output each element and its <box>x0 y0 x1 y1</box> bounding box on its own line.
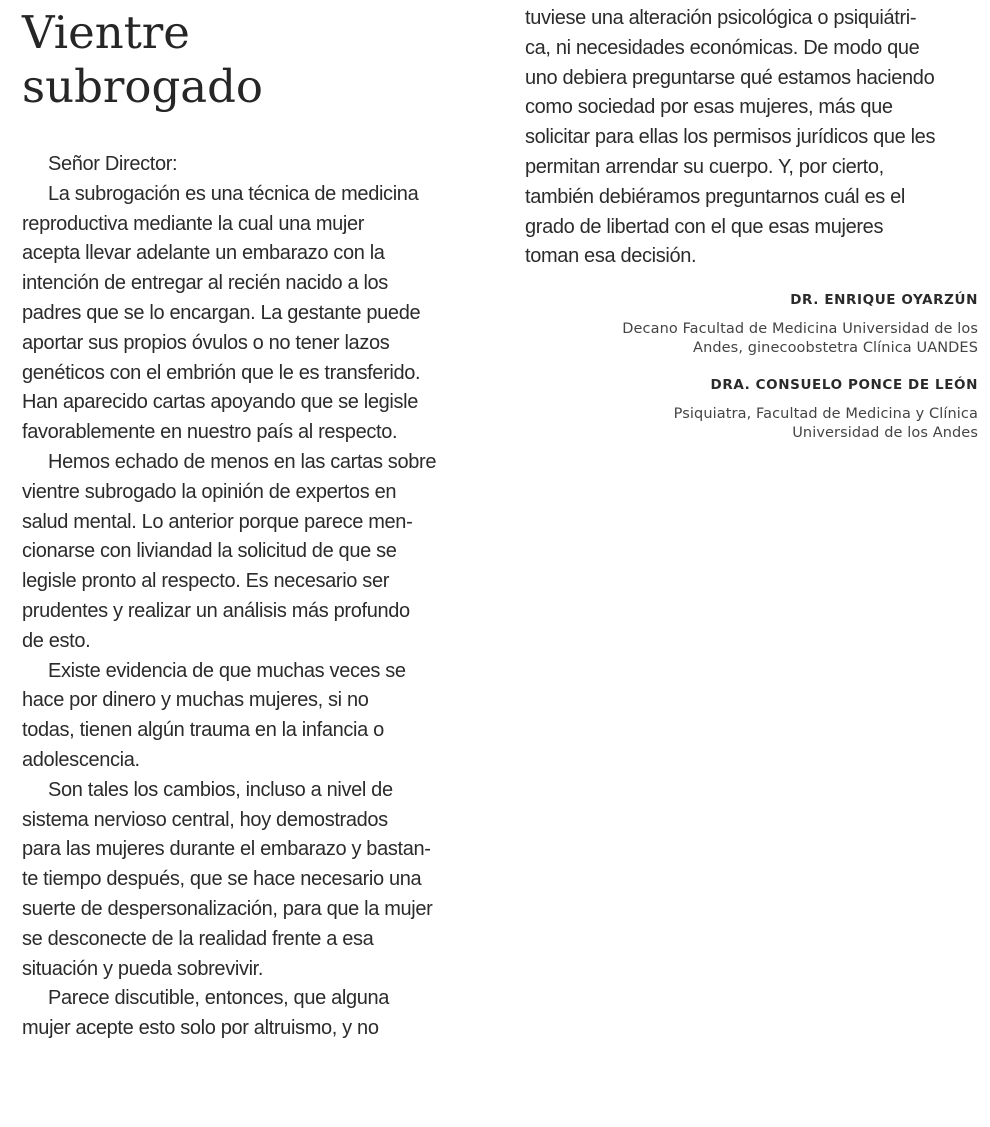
affiliation-line: Universidad de los Andes <box>792 425 978 441</box>
title-line-1: Vientre <box>22 6 190 59</box>
letter-title <box>22 6 462 114</box>
body-text-line: vientre subrogado la opinión de expertos en <box>22 480 397 503</box>
body-text-line: hace por dinero y muchas mujeres, si no <box>22 689 369 712</box>
body-text-line: La subrogación es una técnica de medicina <box>48 182 419 205</box>
body-text-line: acepta llevar adelante un embarazo con la <box>22 242 385 265</box>
body-text-line: Han aparecido cartas apoyando que se legisle <box>22 391 418 414</box>
body-text-line: para las mujeres durante el embarazo y bastan- <box>22 838 431 861</box>
body-text-line: favorablemente en nuestro país al respecto. <box>22 421 398 444</box>
body-text-line: suerte de despersonalización, para que la mujer <box>22 897 433 920</box>
body-text-line: reproductiva mediante la cual una mujer <box>22 212 365 235</box>
body-text-line: te tiempo después, que se hace necesario una <box>22 868 422 891</box>
salutation: Señor Director: <box>48 153 178 175</box>
signature-affiliation-1 <box>518 320 978 358</box>
body-text-line: Hemos echado de menos en las cartas sobre <box>48 450 437 473</box>
body-text-line: salud mental. Lo anterior porque parece men- <box>22 510 413 533</box>
body-text-line: prudentes y realizar un análisis más profundo <box>22 599 410 622</box>
affiliation-line: Decano Facultad de Medicina Universidad de los <box>622 321 978 337</box>
letter-body-left-column <box>22 150 472 1044</box>
body-text-line: genéticos con el embrión que le es transferido. <box>22 361 421 384</box>
body-text-line: situación y pueda sobrevivir. <box>22 957 264 980</box>
body-text-line: aportar sus propios óvulos o no tener lazos <box>22 331 390 354</box>
body-text-line: se desconecte de la realidad frente a esa <box>22 927 374 950</box>
signature-name-1: DR. ENRIQUE OYARZÚN <box>790 292 978 308</box>
body-text-line: toman esa decisión. <box>525 245 697 268</box>
body-text-line: grado de libertad con el que esas mujeres <box>525 215 884 238</box>
body-text-line: Son tales los cambios, incluso a nivel de <box>48 778 393 801</box>
body-text-line: todas, tienen algún trauma en la infancia o <box>22 719 384 742</box>
signature-affiliation-2 <box>518 405 978 443</box>
body-text-line: tuviese una alteración psicológica o psiquiátri- <box>525 7 917 29</box>
body-text-line: de esto. <box>22 629 91 652</box>
body-text-line: también debiéramos preguntarnos cuál es el <box>525 185 905 208</box>
title-line-2: subrogado <box>22 60 264 113</box>
body-text-line: Existe evidencia de que muchas veces se <box>48 659 406 682</box>
body-text-line: intención de entregar al recién nacido a los <box>22 272 388 295</box>
body-text-line: padres que se lo encargan. La gestante puede <box>22 301 421 324</box>
body-text-line: Parece discutible, entonces, que alguna <box>48 987 390 1010</box>
signature-name-2: DRA. CONSUELO PONCE DE LEÓN <box>710 377 978 393</box>
body-text-line: ca, ni necesidades económicas. De modo que <box>525 36 920 59</box>
body-text-line: mujer acepte esto solo por altruismo, y no <box>22 1017 379 1040</box>
body-text-line: solicitar para ellas los permisos jurídicos que les <box>525 126 936 149</box>
body-text-line: sistema nervioso central, hoy demostrados <box>22 808 388 831</box>
affiliation-line: Andes, ginecoobstetra Clínica UANDES <box>693 340 978 356</box>
body-text-line: cionarse con liviandad la solicitud de que se <box>22 540 397 563</box>
body-text-line: uno debiera preguntarse qué estamos haciendo <box>525 66 935 89</box>
letter-body-right-column <box>525 4 980 272</box>
body-text-line: como sociedad por esas mujeres, más que <box>525 96 893 119</box>
body-text-line: legisle pronto al respecto. Es necesario ser <box>22 570 390 593</box>
affiliation-line: Psiquiatra, Facultad de Medicina y Clínica <box>673 406 978 422</box>
body-text-line: adolescencia. <box>22 748 140 771</box>
body-text-line: permitan arrendar su cuerpo. Y, por cierto, <box>525 155 884 178</box>
